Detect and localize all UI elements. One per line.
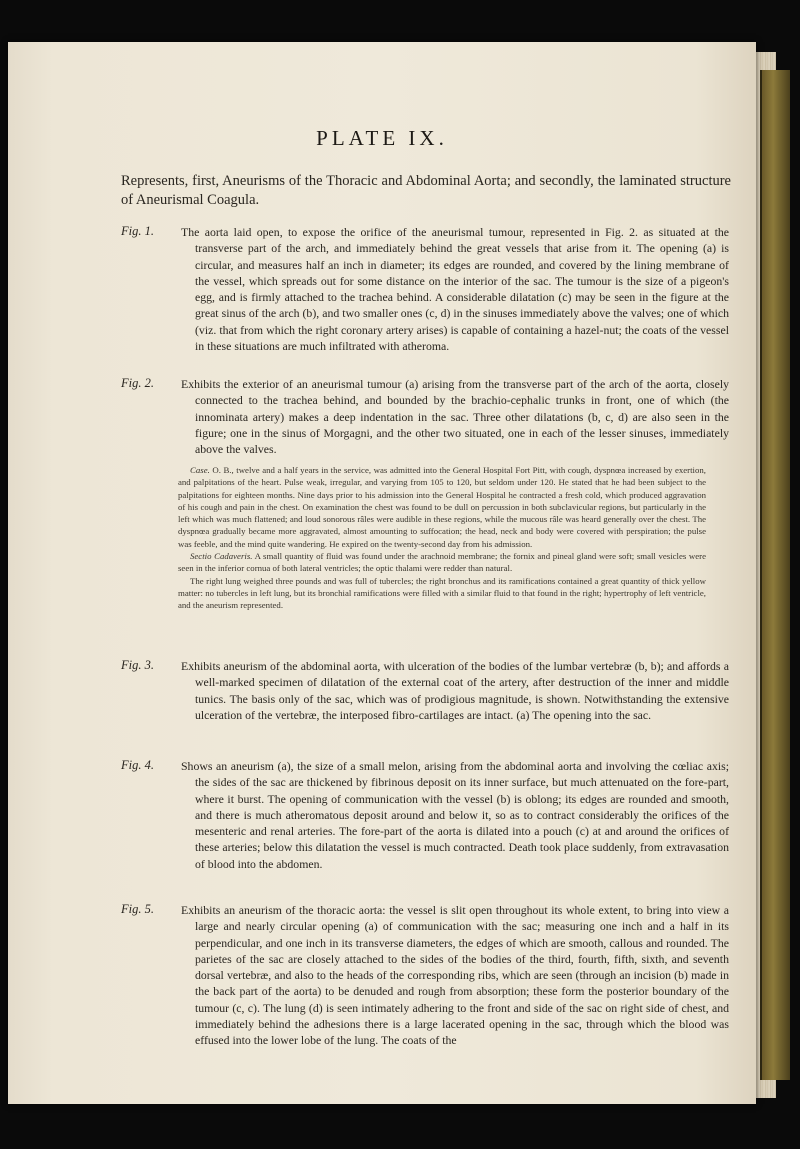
figure-2-entry <box>121 376 729 457</box>
final-paragraph: The right lung weighed three pounds and was full of tubercles; the right bronchus and its ramifications contained a great quantity of thick yellow matter: no tubercles in left lung, but its bronchial ramifications were filled with a similar fluid to that found in the right; hypertrophy of left ventricle, and the aneurism represented. <box>178 575 706 611</box>
sectio-label: Sectio Cadaveris. <box>190 551 253 562</box>
figure-1-entry <box>121 224 729 364</box>
sectio-paragraph <box>178 550 706 575</box>
figure-label: Fig. 5. <box>121 902 154 916</box>
figure-5-entry <box>121 902 729 1082</box>
figure-label: Fig. 1. <box>121 224 154 238</box>
book-binding <box>760 70 790 1080</box>
case-paragraph <box>178 464 706 550</box>
case-note <box>178 464 706 612</box>
figure-4-entry <box>121 758 729 888</box>
figure-3-entry <box>121 658 729 740</box>
figure-description: Exhibits aneurism of the abdominal aorta, with ulceration of the bodies of the lumbar vertebræ (b, b); and affords a well-marked specimen of dilatation of the external coat of the artery, after destruction of the inner and middle tunics. The basis only of the sac, which was of prodigious magnitude, is shown. Notwithstanding the extensive ulceration of the vertebræ, the interposed fibro-cartilages are intact. (a) The opening into the sac. <box>181 659 729 722</box>
book-page <box>8 42 756 1104</box>
plate-title: PLATE IX. <box>316 126 448 150</box>
figure-description: Exhibits the exterior of an aneurismal tumour (a) arising from the transverse part of the arch of the aorta, closely connected to the trachea behind, and bounded by the brachio-cephalic trunks in front, one of which (the innominata artery) makes a deep indentation in the sac. Three other dilatations (b, c, d) are also seen in the figure; one in the sinus of Morgagni, and the other two situated, one in each of the lesser sinuses, immediately above the valves. <box>181 377 729 457</box>
figure-description: Shows an aneurism (a), the size of a small melon, arising from the abdominal aorta and involving the cœliac axis; the sides of the sac are thickened by fibrinous deposit on its inner surface, but much attenuated on the fore-part, where it burst. The opening of communication with the vessel (b) is oblong; its edges are rounded and smooth, and there is much atheromatous deposit around and below it, so as to contract considerably the orifices of the mesenteric and renal arteries. The fore-part of the aorta is dilated into a pouch (c) at and around the orifices of these arteries; below this dilatation the vessel is much contracted. Death took place suddenly, from extravasation of blood into the abdomen. <box>181 759 729 871</box>
figure-description: Exhibits an aneurism of the thoracic aorta: the vessel is slit open throughout its whole extent, to bring into view a large and nearly circular opening (a) of communication with the sac; measuring one inch and a half in its perpendicular, and one inch in its transverse diameters, the edges of which are smooth, callous and rounded. The parietes of the sac are closely attached to the sides of the bodies of the third, fourth, fifth, sixth, and seventh dorsal vertebræ, and also to the heads of the corresponding ribs, which are seen (through an incision (b) made in the back part of the aorta) to be denuded and rough from absorption; these form the posterior boundary of the tumour (c, c). The lung (d) is seen intimately adhering to the front and side of the sac on right side of chest, and immediately behind the adhesions there is a large lacerated opening in the sac, through which the blood was effused into the lower lobe of the lung. The coats of the <box>181 903 729 1048</box>
figure-label: Fig. 4. <box>121 758 154 772</box>
figure-label: Fig. 2. <box>121 376 154 390</box>
case-label: Case. <box>190 465 210 475</box>
figure-label: Fig. 3. <box>121 658 154 672</box>
plate-intro: Represents, first, Aneurisms of the Thoracic and Abdominal Aorta; and secondly, the laminated structure of Aneurismal Coagula. <box>121 173 731 208</box>
page-content <box>8 42 756 1104</box>
sectio-text: A small quantity of fluid was found under the arachnoid membrane; the fornix and pineal gland were soft; small vesicles were seen in the inferior cornua of both lateral ventricles; the optic thalami were redder than natural. <box>178 551 706 574</box>
case-text: O. B., twelve and a half years in the service, was admitted into the General Hospital Fort Pitt, with cough, dyspnœa increased by exertion, and palpitations of the heart. Pulse weak, irregular, and varying from 105 to 120, but seldom under 120. He stated that he had been subject to the palpitations for eighteen months. Nine days prior to his admission into the General Hospital he contracted a fresh cold, which produced aggravation of his cough and pain in the chest. On examination the chest was found to be dull on percussion in both subclavicular regions, but particularly in the left which was much flattened; and loud sonorous râles were audible in these regions, while the mucous râle was heard generally over the chest. The dyspnœa gradually became more aggravated, almost amounting to suffocation; the head, neck and body were covered with perspiration; the pulse was feeble, and the mind quite wandering. He expired on the twenty-second day from his admission. <box>178 465 706 549</box>
figure-description: The aorta laid open, to expose the orifice of the aneurismal tumour, represented in Fig. 2. as situated at the transverse part of the arch, and immediately behind the great vessels that arise from it. The opening (a) is circular, and measures half an inch in diameter; its edges are rounded, and covered by the lining membrane of the vessel, which spreads out for some distance on the interior of the sac. The tumour is the size of a pigeon's egg, and is firmly attached to the trachea behind. A considerable dilatation (c) may be seen in the figure at the great sinus of the arch (b), and two smaller ones (c, d) in the sinuses immediately above the valves; one of which (viz. that from which the right coronary artery arises) is capable of containing a hazel-nut; the coats of the vessel in these situations are much infiltrated with atheroma. <box>181 225 729 354</box>
